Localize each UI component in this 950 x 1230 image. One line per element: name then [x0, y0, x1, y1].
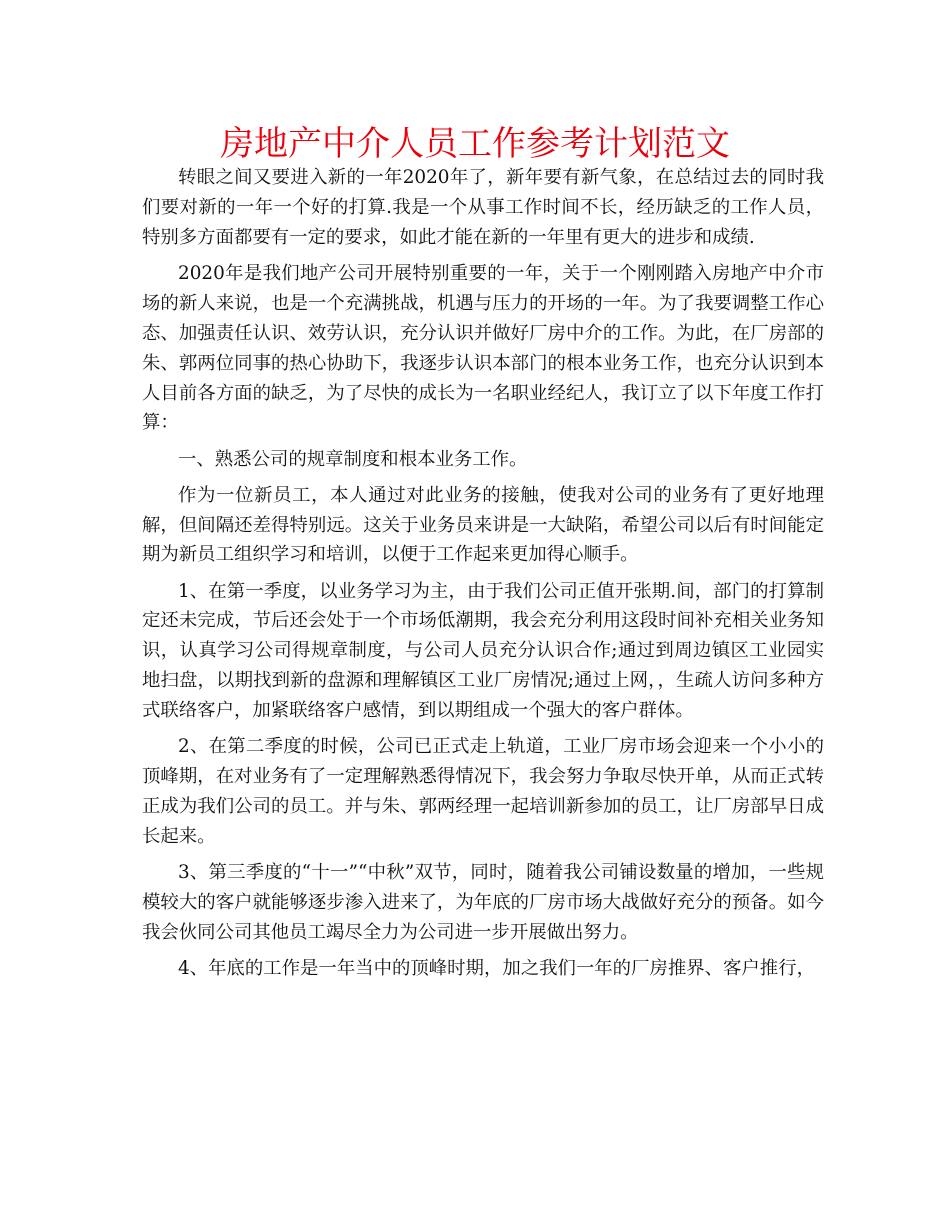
paragraph: 1、在第一季度，以业务学习为主，由于我们公司正值开张期.间，部门的打算制定还未完成，节后还会处于一个市场低潮期，我会充分利用这段时间补充相关业务知识，认真学习公司得规章制度，与公司人员充分认识合作;通过到周边镇区工业园实地扫盘，以期找到新的盘源和理解镇区工业厂房情况;通过上网，，生疏人访问多种方式联络客户，加紧联络客户感情，到以期组成一个强大的客户群体。 — [142, 580, 824, 722]
paragraph: 转眼之间又要进入新的一年2020年了，新年要有新气象，在总结过去的同时我们要对新的一年一个好的打算.我是一个从事工作时间不长，经历缺乏的工作人员，特别多方面都要有一定的要求，如此才能在新的一年里有更大的进步和成绩. — [142, 167, 824, 248]
paragraph: 3、第三季度的“十一”“中秋”双节，同时，随着我公司铺设数量的增加，一些规模较大的客户就能够逐步渗入进来了，为年底的厂房市场大战做好充分的预备。如今我会伙同公司其他员工竭尽全力为公司进一步开展做出努力。 — [142, 862, 824, 943]
document-body — [142, 163, 824, 990]
section-heading: 一、熟悉公司的规章制度和根本业务工作。 — [178, 448, 528, 470]
paragraph: 作为一位新员工，本人通过对此业务的接触，使我对公司的业务有了更好地理解，但间隔还差得特别远。这关于业务员来讲是一大缺陷，希望公司以后有时间能定期为新员工组织学习和培训，以便于工作起来更加得心顺手。 — [142, 484, 824, 566]
paragraph: 2、在第二季度的时候，公司已正式走上轨道，工业厂房市场会迎来一个小小的顶峰期，在对业务有了一定理解熟悉得情况下，我会努力争取尽快开单，从而正式转正成为我们公司的员工。并与朱、郭两经理一起培训新参加的员工，让厂房部早日成长起来。 — [142, 736, 824, 847]
paragraph: 4、年底的工作是一年当中的顶峰时期，加之我们一年的厂房推界、客户推行， — [178, 957, 815, 979]
document-title: 房地产中介人员工作参考计划范文 — [220, 124, 730, 164]
paragraph: 2020年是我们地产公司开展特别重要的一年，关于一个刚刚踏入房地产中介市场的新人来说，也是一个充满挑战，机遇与压力的开场的一年。为了我要调整工作心态、加强责任认识、效劳认识，充分认识并做好厂房中介的工作。为此，在厂房部的朱、郭两位同事的热心协助下，我逐步认识本部门的根本业务工作，也充分认识到本人目前各方面的缺乏，为了尽快的成长为一名职业经纪人，我订立了以下年度工作打算： — [142, 262, 824, 434]
